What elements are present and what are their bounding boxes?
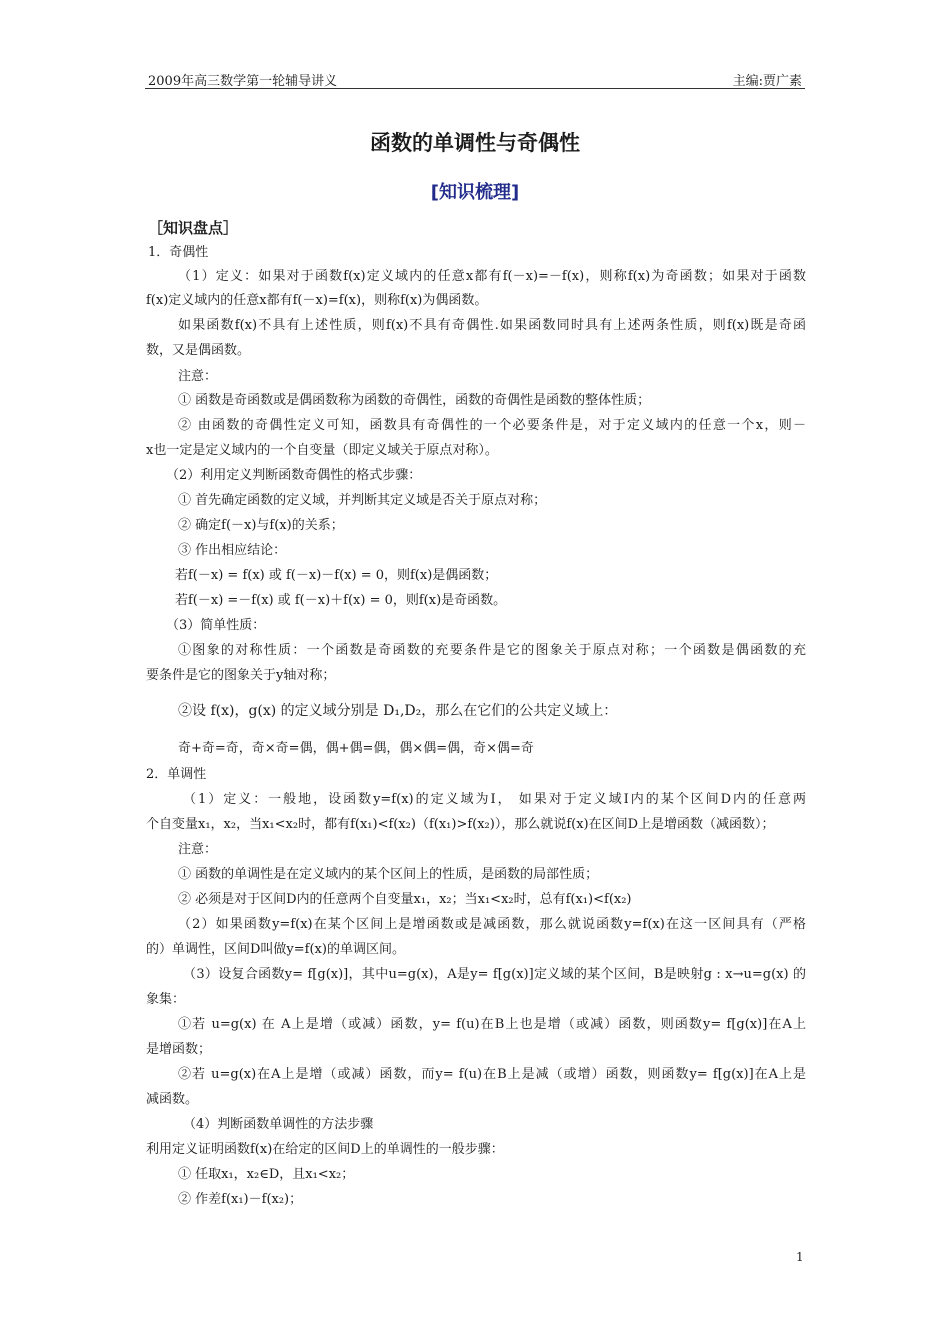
header-right-text: 主编:贾广素 — [732, 74, 802, 89]
text-line: （4）判断函数单调性的方法步骤 — [183, 1117, 374, 1132]
text-line: 象集： — [146, 992, 186, 1007]
text-line: 若f(－x) = f(x) 或 f(－x)－f(x) = 0，则f(x)是偶函数； — [175, 568, 498, 583]
text-line: ② 由函数的奇偶性定义可知，函数具有奇偶性的一个必要条件是，对于定义域内的任意一个x，则－ — [178, 418, 806, 433]
text-line: 奇+奇=奇，奇×奇=偶，偶+偶=偶，偶×偶=偶，奇×偶=奇 — [178, 741, 534, 756]
text-line: f(x)定义域内的任意x都有f(－x)=f(x)，则称f(x)为偶函数。 — [146, 293, 488, 308]
text-line: 如果函数f(x)不具有上述性质，则f(x)不具有奇偶性.如果函数同时具有上述两条性质，则f(x)既是奇函 — [178, 318, 806, 333]
text-line: 是增函数； — [146, 1042, 212, 1057]
header-divider — [145, 88, 805, 89]
text-line: 利用定义证明函数f(x)在给定的区间D上的单调性的一般步骤： — [146, 1142, 504, 1157]
text-line: （1）定义：如果对于函数f(x)定义域内的任意x都有f(－x)=－f(x)，则称f(x)为奇函数；如果对于函数 — [178, 269, 806, 284]
text-line: （2）利用定义判断函数奇偶性的格式步骤： — [166, 468, 422, 483]
text-line: 个自变量x₁，x₂，当x₁<x₂时，都有f(x₁)<f(x₂)（f(x₁)>f(x₂)），那么就说f(x)在区间D上是增函数（减函数）； — [146, 817, 775, 832]
text-line: （3）简单性质： — [166, 618, 266, 633]
text-line: x也一定是定义域内的一个自变量（即定义域关于原点对称）。 — [146, 443, 498, 458]
text-line: ③ 作出相应结论： — [178, 543, 287, 558]
page-number: 1 — [796, 1250, 804, 1264]
text-line: 要条件是它的图象关于y轴对称； — [146, 668, 336, 683]
text-line: 2．单调性 — [146, 767, 207, 782]
text-line: ① 函数的单调性是在定义域内的某个区间上的性质，是函数的局部性质； — [178, 867, 599, 882]
text-line: 的）单调性，区间D叫做y=f(x)的单调区间。 — [146, 942, 405, 957]
text-line: 1．奇偶性 — [148, 245, 209, 260]
text-line: ②若 u=g(x)在A上是增（或减）函数，而y= f(u)在B上是减（或增）函数，则函数y= f[g(x)]在A上是 — [178, 1067, 806, 1082]
text-line: （3）设复合函数y= f[g(x)]，其中u=g(x)，A是y= f[g(x)]定义域的某个区间，B是映射g : x→u=g(x) 的 — [183, 967, 806, 982]
text-line: ① 任取x₁，x₂∈D，且x₁<x₂； — [178, 1167, 355, 1182]
page-title: 函数的单调性与奇偶性 — [370, 131, 580, 155]
text-line: ① 首先确定函数的定义域，并判断其定义域是否关于原点对称； — [178, 493, 547, 508]
text-line: ② 作差f(x₁)－f(x₂)； — [178, 1192, 303, 1207]
text-line: ①图象的对称性质：一个函数是奇函数的充要条件是它的图象关于原点对称；一个函数是偶函数的充 — [178, 643, 806, 658]
section-heading: ［知识盘点］ — [148, 219, 239, 237]
text-line: ② 必须是对于区间D内的任意两个自变量x₁，x₂；当x₁<x₂时，总有f(x₁)<f(x₂) — [178, 892, 632, 907]
text-line: 数，又是偶函数。 — [146, 343, 251, 358]
text-line: ②设 f(x)，g(x) 的定义域分别是 D₁,D₂，那么在它们的公共定义域上： — [178, 703, 618, 719]
text-line: 若f(－x) =－f(x) 或 f(－x)＋f(x) = 0，则f(x)是奇函数。 — [175, 593, 507, 608]
text-line: （1）定义：一般地，设函数y=f(x)的定义域为I， 如果对于定义域I内的某个区间D内的任意两 — [183, 792, 806, 807]
text-line: ① 函数是奇函数或是偶函数称为函数的奇偶性，函数的奇偶性是函数的整体性质； — [178, 393, 651, 408]
text-line: （2）如果函数y=f(x)在某个区间上是增函数或是减函数，那么就说函数y=f(x)在这一区间具有（严格 — [178, 917, 806, 932]
text-line: ①若 u=g(x) 在 A上是增（或减）函数，y= f(u)在B上也是增（或减）函数，则函数y= f[g(x)]在A上 — [178, 1017, 806, 1032]
text-line: 注意： — [178, 369, 218, 384]
text-line: 减函数。 — [146, 1092, 199, 1107]
text-line: ② 确定f(－x)与f(x)的关系； — [178, 518, 344, 533]
text-line: 注意： — [178, 842, 218, 857]
section-subtitle: [知识梳理] — [430, 182, 520, 203]
header-left-text: 2009年高三数学第一轮辅导讲义 — [148, 74, 338, 89]
